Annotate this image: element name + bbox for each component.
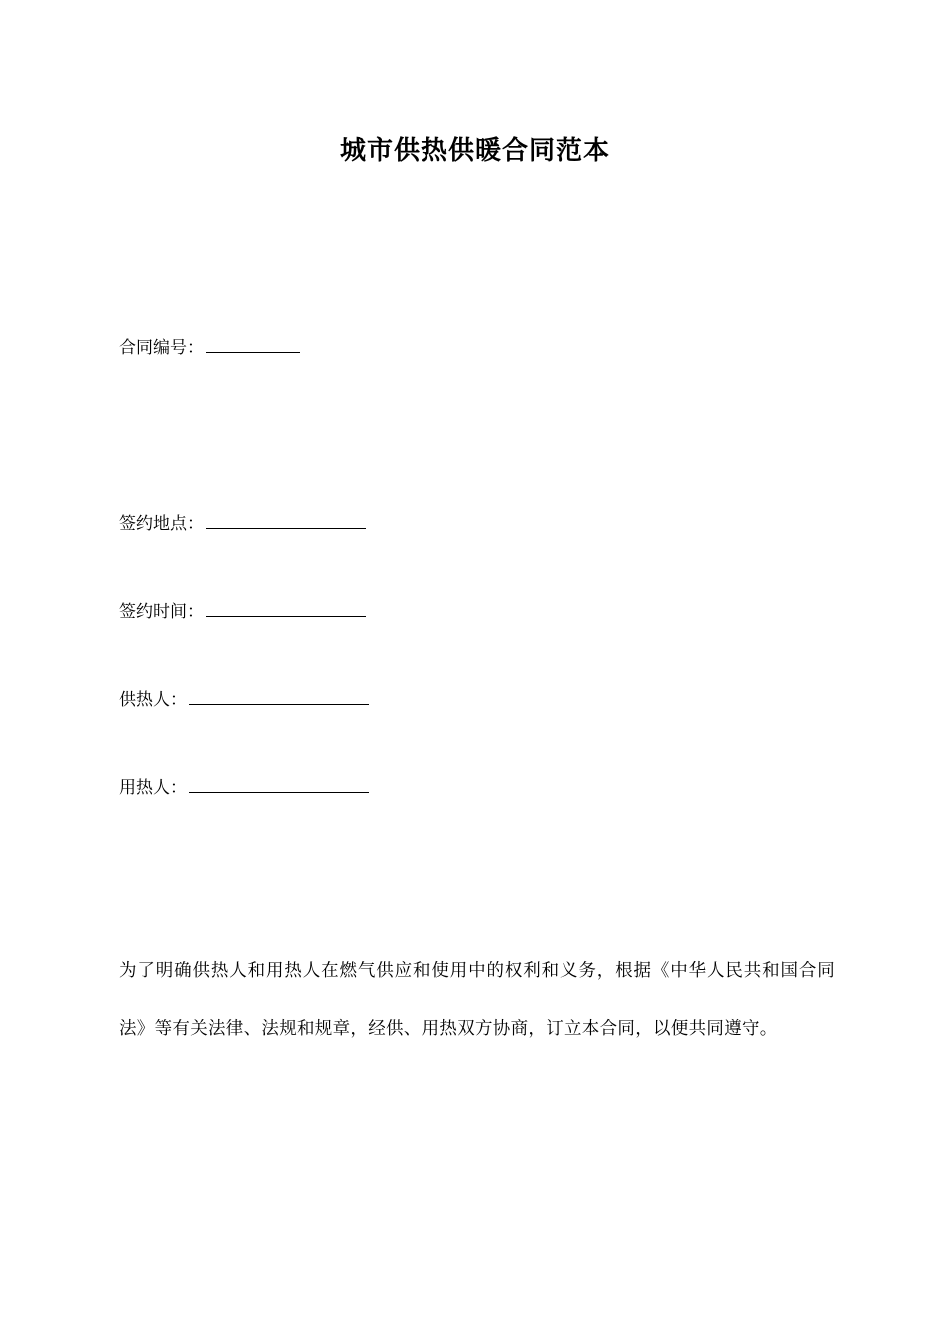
contract-number-label: 合同编号： (119, 338, 204, 358)
heat-supplier-label: 供热人： (119, 690, 187, 710)
contract-number-field (119, 336, 300, 360)
heat-user-field (119, 776, 369, 800)
heat-user-label: 用热人： (119, 778, 187, 798)
preamble-paragraph: 为了明确供热人和用热人在燃气供应和使用中的权利和义务，根据《中华人民共和国合同法》等有关法律、法规和规章，经供、用热双方协商，订立本合同，以便共同遵守。 (119, 961, 835, 1039)
signing-place-label: 签约地点： (119, 514, 204, 534)
heat-user-blank (189, 776, 369, 793)
signing-time-field (119, 600, 366, 624)
signing-time-blank (206, 600, 366, 617)
heat-supplier-blank (189, 688, 369, 705)
contract-number-blank (206, 336, 300, 353)
signing-place-blank (206, 512, 366, 529)
signing-time-label: 签约时间： (119, 602, 204, 622)
document-title: 城市供热供暖合同范本 (339, 136, 610, 166)
signing-place-field (119, 512, 366, 536)
heat-supplier-field (119, 688, 369, 712)
